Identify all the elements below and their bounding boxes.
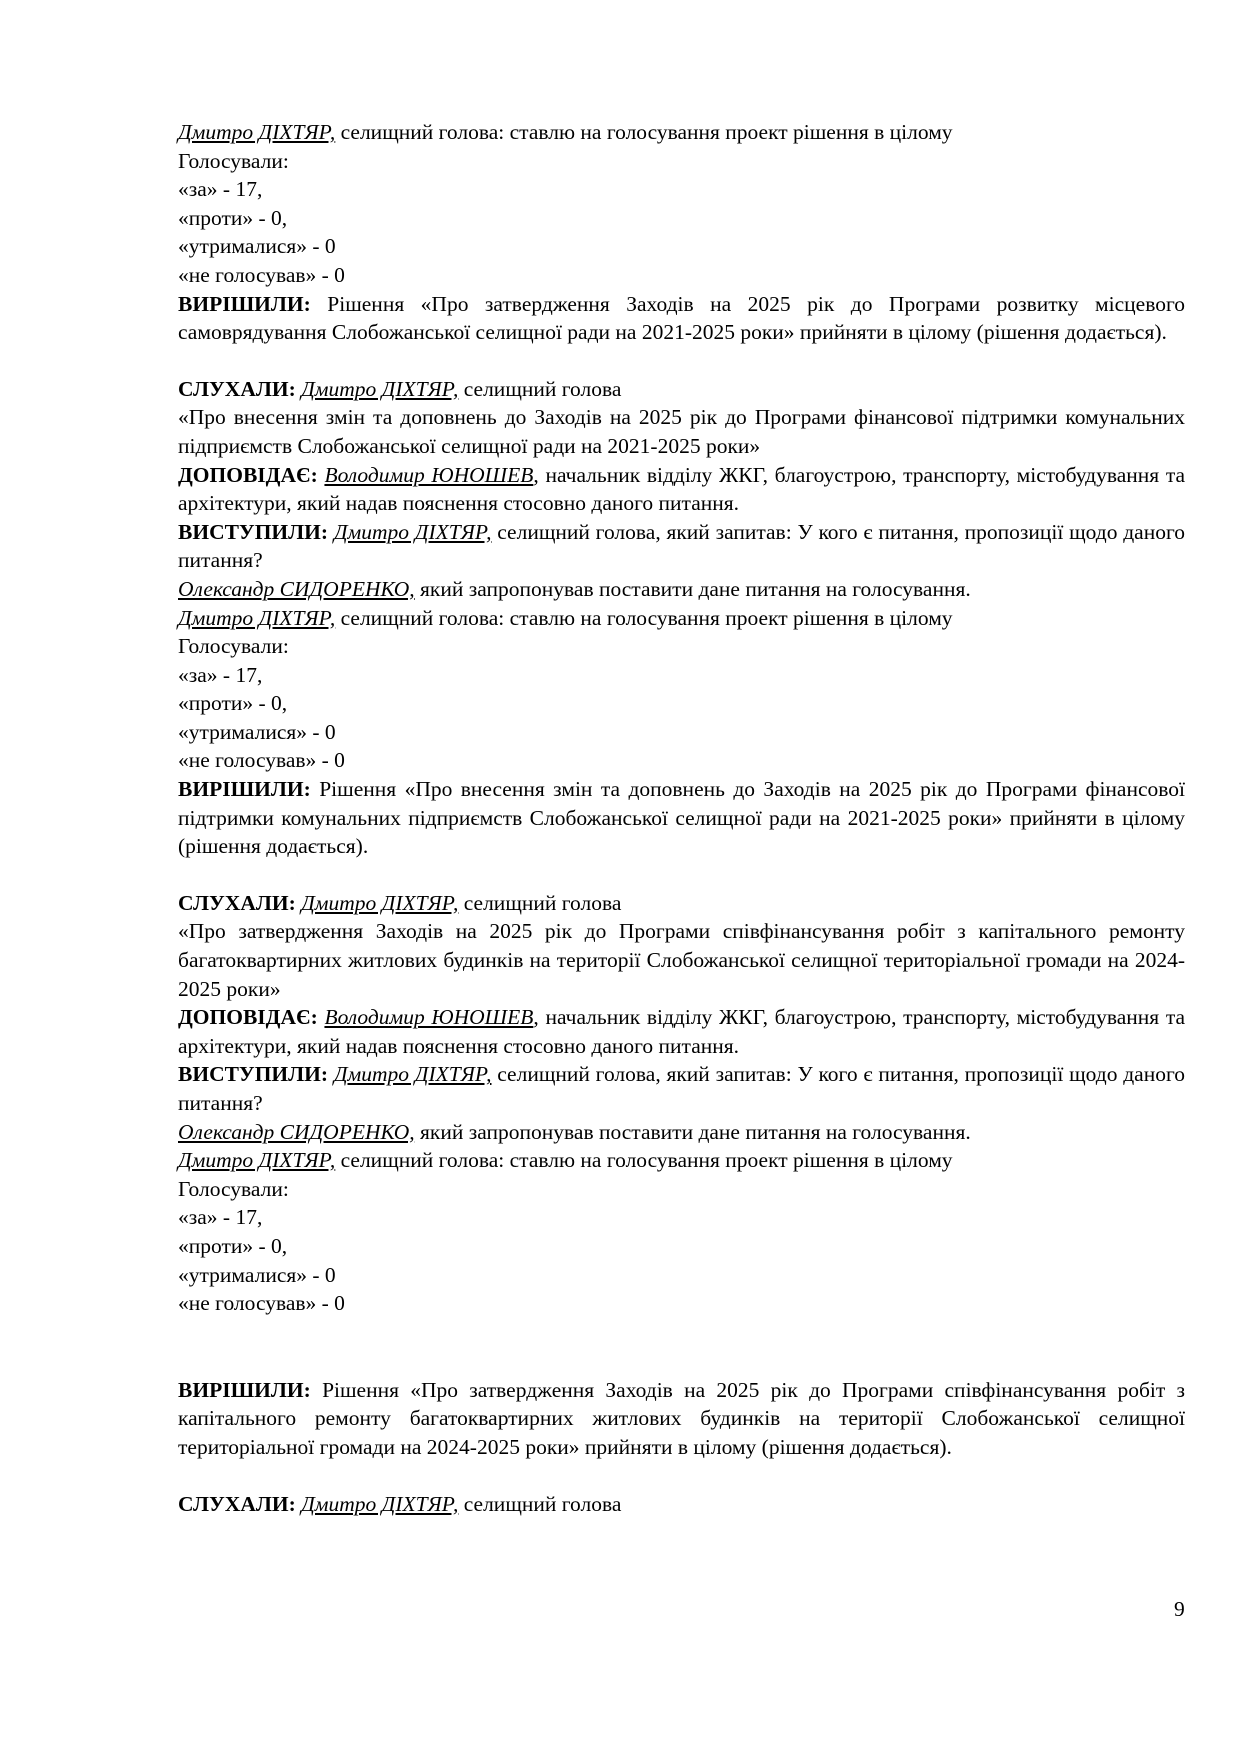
vote-not-voted: «не голосував» - 0 bbox=[178, 748, 345, 773]
report-text: , начальник відділу ЖКГ, благоустрою, транспорту, містобудування та архітектури, який надав пояснення стосовно даного питання. bbox=[178, 1005, 1186, 1058]
vote-against: «проти» - 0, bbox=[178, 691, 288, 716]
decision-text: Рішення «Про внесення змін та доповнень до Заходів на 2025 рік до Програми фінансової підтримки комунальних підприємств Слобожанської селищної ради на 2021-2025 роки» прийняти в цілому (рішення додається). bbox=[178, 777, 1185, 859]
reporter-name: Володимир ЮНОШЕВ bbox=[324, 462, 534, 487]
chair-name: Дмитро ДІХТЯР, bbox=[178, 120, 336, 144]
chair-text: селищний голова: ставлю на голосування проект рішення в цілому bbox=[335, 120, 953, 144]
chair-name: Дмитро ДІХТЯР, bbox=[178, 1148, 336, 1173]
decision-text: Рішення «Про затвердження Заходів на 2025 рік до Програми співфінансування робіт з капітального ремонту багатоквартирних житлових будинків на території Слобожанської селищної територіальної громади на 2024-2025 роки» прийняти в цілому (рішення додається). bbox=[178, 1377, 1185, 1459]
speaker-name: Дмитро ДІХТЯР, bbox=[333, 519, 492, 544]
heard-name: Дмитро ДІХТЯР, bbox=[301, 890, 459, 915]
reporter-name: Володимир ЮНОШЕВ bbox=[324, 1005, 534, 1030]
heard-role: селищний голова bbox=[458, 890, 622, 915]
heard-role: селищний голова bbox=[458, 1491, 622, 1516]
vote-not-voted: «не голосував» - 0 bbox=[178, 1291, 345, 1316]
vote-abstained: «утрималися» - 0 bbox=[178, 1262, 336, 1287]
heard-line bbox=[178, 889, 1185, 918]
heard-role: селищний голова bbox=[458, 376, 622, 401]
spoke-paragraph bbox=[178, 1060, 1185, 1117]
vote-abstained: «утрималися» - 0 bbox=[178, 719, 336, 744]
heard-label: СЛУХАЛИ: bbox=[178, 376, 296, 401]
report-paragraph bbox=[178, 461, 1185, 518]
agenda-topic: «Про внесення змін та доповнень до Заходів на 2025 рік до Програми фінансової підтримки комунальних підприємств Слобожанської селищної ради на 2021-2025 роки» bbox=[178, 405, 1185, 458]
spoke-label: ВИСТУПИЛИ: bbox=[178, 1062, 329, 1087]
agenda-topic: «Про затвердження Заходів на 2025 рік до Програми співфінансування робіт з капітального ремонту багатоквартирних житлових будинків на території Слобожанської селищної територіальної громади на 2024-2025 роки» bbox=[178, 919, 1185, 1001]
vote-for: «за» - 17, bbox=[178, 1205, 263, 1230]
chair-text: селищний голова: ставлю на голосування проект рішення в цілому bbox=[335, 1148, 953, 1173]
votes-heading: Голосували: bbox=[178, 148, 289, 173]
heard-label: СЛУХАЛИ: bbox=[178, 890, 296, 915]
proposer-text: який запропонував поставити дане питання на голосування. bbox=[414, 1119, 971, 1144]
report-label: ДОПОВІДАЄ: bbox=[178, 1005, 318, 1030]
chair-text: селищний голова: ставлю на голосування проект рішення в цілому bbox=[335, 605, 953, 630]
decision-paragraph bbox=[178, 775, 1185, 861]
heard-line bbox=[178, 375, 1185, 404]
vote-for: «за» - 17, bbox=[178, 177, 263, 202]
document-page bbox=[178, 118, 1185, 1518]
vote-against: «проти» - 0, bbox=[178, 205, 288, 230]
heard-name: Дмитро ДІХТЯР, bbox=[301, 376, 459, 401]
heard-label: СЛУХАЛИ: bbox=[178, 1491, 296, 1516]
decision-paragraph bbox=[178, 1376, 1185, 1462]
proposer-line bbox=[178, 1118, 1185, 1147]
chair-statement bbox=[178, 118, 1185, 147]
spoke-label: ВИСТУПИЛИ: bbox=[178, 519, 329, 544]
chair-name: Дмитро ДІХТЯР, bbox=[178, 605, 336, 630]
decision-label: ВИРІШИЛИ: bbox=[178, 291, 311, 316]
proposer-name: Олександр СИДОРЕНКО, bbox=[178, 576, 415, 601]
vote-not-voted: «не голосував» - 0 bbox=[178, 262, 345, 287]
vote-abstained: «утрималися» - 0 bbox=[178, 234, 336, 259]
proposer-text: який запропонував поставити дане питання на голосування. bbox=[414, 576, 971, 601]
decision-text: Рішення «Про затвердження Заходів на 2025 рік до Програми розвитку місцевого самоврядування Слобожанської селищної ради на 2021-2025 роки» прийняти в цілому (рішення додається). bbox=[178, 291, 1185, 345]
heard-name: Дмитро ДІХТЯР, bbox=[301, 1491, 459, 1516]
proposer-name: Олександр СИДОРЕНКО, bbox=[178, 1119, 415, 1144]
votes-heading: Голосували: bbox=[178, 1176, 289, 1201]
decision-label: ВИРІШИЛИ: bbox=[178, 777, 311, 802]
proposer-line bbox=[178, 575, 1185, 604]
report-label: ДОПОВІДАЄ: bbox=[178, 462, 318, 487]
spoke-text: селищний голова, який запитав: У кого є питання, пропозиції щодо даного питання? bbox=[178, 1062, 1186, 1115]
chair-statement bbox=[178, 1146, 1185, 1175]
heard-line bbox=[178, 1490, 1185, 1519]
speaker-name: Дмитро ДІХТЯР, bbox=[333, 1062, 492, 1087]
spoke-text: селищний голова, який запитав: У кого є питання, пропозиції щодо даного питання? bbox=[178, 519, 1186, 573]
report-paragraph bbox=[178, 1003, 1185, 1060]
spoke-paragraph bbox=[178, 518, 1185, 575]
chair-statement bbox=[178, 604, 1185, 633]
decision-label: ВИРІШИЛИ: bbox=[178, 1377, 311, 1402]
report-text: , начальник відділу ЖКГ, благоустрою, транспорту, містобудування та архітектури, який надав пояснення стосовно даного питання. bbox=[178, 462, 1186, 516]
decision-paragraph bbox=[178, 290, 1185, 347]
vote-against: «проти» - 0, bbox=[178, 1233, 288, 1258]
vote-for: «за» - 17, bbox=[178, 662, 263, 687]
page-number: 9 bbox=[1174, 1597, 1185, 1621]
votes-heading: Голосували: bbox=[178, 634, 289, 659]
